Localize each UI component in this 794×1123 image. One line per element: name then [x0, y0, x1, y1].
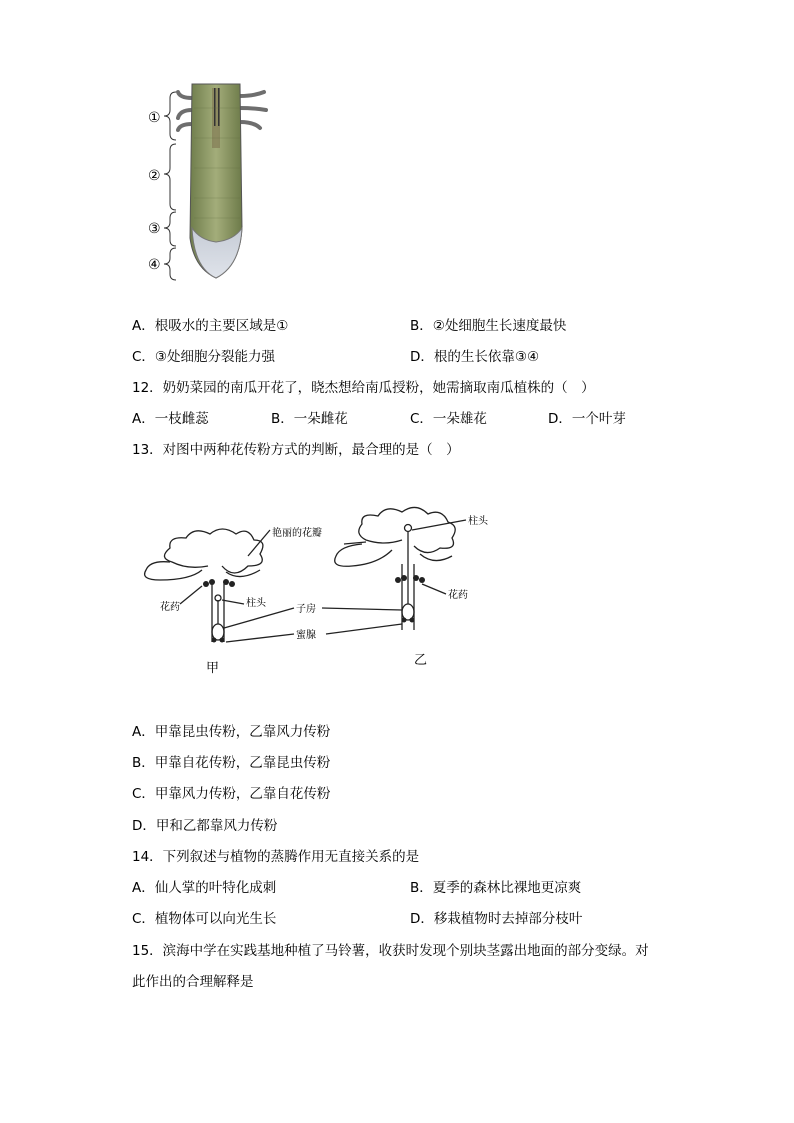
q15-stem-line1: 15．滨海中学在实践基地种植了马铃薯，收获时发现个别块茎露出地面的部分变绿。对: [132, 943, 649, 959]
q13-option-b[interactable]: B．甲靠自花传粉，乙靠昆虫传粉: [132, 755, 331, 771]
q14-option-d[interactable]: D．移栽植物时去掉部分枝叶: [410, 911, 583, 927]
q13-option-d[interactable]: D．甲和乙都靠风力传粉: [132, 818, 278, 834]
q11-option-d[interactable]: D．根的生长依靠③④: [410, 349, 540, 365]
label-zone-1: ①: [148, 110, 161, 126]
root-tip-figure: [140, 78, 280, 290]
q12-option-c[interactable]: C．一朵雄花: [410, 411, 487, 427]
q14-stem: 14．下列叙述与植物的蒸腾作用无直接关系的是: [132, 849, 420, 865]
flower-illustration: [130, 500, 510, 685]
q11-option-b[interactable]: B．②处细胞生长速度最快: [410, 318, 567, 334]
q14-option-c[interactable]: C．植物体可以向光生长: [132, 911, 277, 927]
label-stigma-right: 柱头: [468, 516, 488, 527]
root-tip-illustration: [140, 78, 280, 290]
q11-option-c[interactable]: C．③处细胞分裂能力强: [132, 349, 276, 365]
q12-option-b[interactable]: B．一朵雌花: [271, 411, 348, 427]
label-anther-right: 花药: [448, 590, 468, 601]
label-zone-3: ③: [148, 221, 161, 237]
label-zone-4: ④: [148, 257, 161, 273]
label-nectary: 蜜腺: [296, 630, 316, 641]
q12-option-a[interactable]: A．一枝雌蕊: [132, 411, 209, 427]
label-ovary: 子房: [296, 604, 316, 615]
q12-stem: 12．奶奶菜园的南瓜开花了，晓杰想给南瓜授粉，她需摘取南瓜植株的（ ）: [132, 380, 595, 396]
q13-option-a[interactable]: A．甲靠昆虫传粉，乙靠风力传粉: [132, 724, 331, 740]
q14-option-a[interactable]: A．仙人掌的叶特化成刺: [132, 880, 277, 896]
q11-option-a[interactable]: A．根吸水的主要区域是①: [132, 318, 289, 334]
label-petals: 艳丽的花瓣: [272, 528, 322, 539]
q15-stem-line2: 此作出的合理解释是: [132, 974, 254, 990]
q13-stem: 13．对图中两种花传粉方式的判断，最合理的是（ ）: [132, 442, 460, 458]
label-stigma-left: 柱头: [246, 598, 266, 609]
flower-figure: [130, 500, 510, 685]
q13-option-c[interactable]: C．甲靠风力传粉，乙靠自花传粉: [132, 786, 331, 802]
q12-option-d[interactable]: D．一个叶芽: [548, 411, 626, 427]
caption-yi: 乙: [414, 653, 428, 668]
caption-jia: 甲: [206, 661, 220, 676]
label-anther-left: 花药: [160, 602, 180, 613]
label-zone-2: ②: [148, 168, 161, 184]
q14-option-b[interactable]: B．夏季的森林比裸地更凉爽: [410, 880, 582, 896]
